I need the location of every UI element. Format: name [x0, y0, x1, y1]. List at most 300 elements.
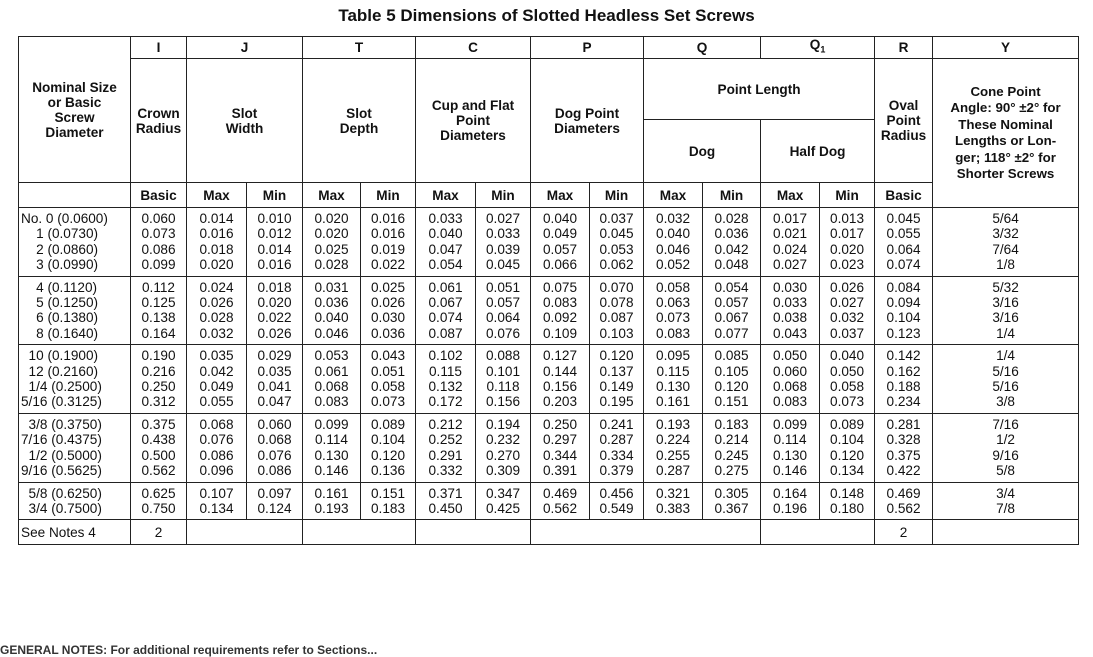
dimension-value: 0.105 — [714, 363, 749, 379]
nominal-size-value: 12 (0.2160) — [21, 363, 99, 379]
empty-cell — [933, 520, 1079, 545]
value-cell — [875, 482, 933, 520]
nominal-size-cell — [19, 413, 131, 482]
unit-min: Min — [820, 183, 875, 208]
dimension-value: 0.073 — [830, 394, 865, 410]
nominal-size-value: 1 (0.0730) — [21, 226, 99, 242]
dimension-value: 0.118 — [486, 379, 520, 395]
value-cell — [187, 413, 247, 482]
dimension-value: 0.073 — [141, 226, 176, 242]
dimension-value: 0.270 — [485, 447, 521, 463]
dimension-value: 0.051 — [485, 279, 521, 295]
dimension-value: 0.115 — [428, 363, 462, 379]
value-cell — [531, 276, 590, 345]
dimension-value: 0.104 — [830, 432, 865, 448]
dimension-value: 0.055 — [886, 226, 921, 242]
dimension-value: 0.305 — [714, 485, 749, 501]
dimension-value: 0.250 — [141, 379, 176, 395]
value-cell — [476, 345, 531, 414]
dimension-value: 0.371 — [428, 485, 463, 501]
value-cell — [761, 345, 820, 414]
empty-cell — [416, 520, 531, 545]
dimension-value: 0.425 — [485, 500, 521, 516]
dimension-value: 0.172 — [428, 394, 463, 410]
dimension-value: 0.136 — [370, 463, 406, 479]
dimension-value: 0.212 — [428, 416, 463, 432]
dimension-value: 0.241 — [599, 416, 634, 432]
dimension-value: 0.469 — [886, 485, 921, 501]
value-cell — [875, 276, 933, 345]
dimension-value: 0.045 — [485, 257, 521, 273]
dimension-value: 0.057 — [714, 295, 749, 311]
dimension-value: 0.164 — [141, 325, 176, 341]
dimension-value: 0.224 — [656, 432, 691, 448]
nominal-size-value: 5 (0.1250) — [21, 295, 99, 311]
dimension-value: 0.053 — [314, 348, 349, 364]
dimension-value: 0.060 — [141, 211, 176, 226]
dimension-value: 0.161 — [656, 394, 691, 410]
dimension-value: 0.025 — [370, 279, 406, 295]
value-cell — [416, 208, 476, 277]
dimension-value: 0.085 — [714, 348, 749, 364]
notes-row — [19, 520, 1079, 545]
dimension-value: 0.281 — [886, 416, 921, 432]
nominal-size-cell — [19, 208, 131, 277]
dimension-value: 0.562 — [141, 463, 176, 479]
value-cell — [531, 208, 590, 277]
dimension-value: 1/4 — [996, 348, 1015, 364]
dimension-value: 0.087 — [428, 325, 463, 341]
dimension-value: 0.062 — [599, 257, 634, 273]
dimension-value: 0.102 — [428, 348, 463, 364]
dimension-value: 0.214 — [714, 432, 749, 448]
dimension-value: 0.120 — [714, 379, 749, 395]
dog-header: Dog — [644, 120, 761, 183]
unit-min: Min — [703, 183, 761, 208]
value-cell — [703, 413, 761, 482]
unit-max: Max — [303, 183, 361, 208]
dimension-value: 0.042 — [199, 363, 234, 379]
dimension-value: 0.151 — [370, 485, 406, 501]
value-cell — [703, 345, 761, 414]
dimension-value: 0.073 — [656, 310, 691, 326]
dimension-value: 0.084 — [886, 279, 921, 295]
dimension-value: 0.750 — [141, 500, 176, 516]
dimension-value: 0.026 — [257, 325, 292, 341]
dimension-value: 0.052 — [656, 257, 691, 273]
unit-max: Max — [187, 183, 247, 208]
dimension-value: 0.020 — [257, 295, 292, 311]
dimension-value: 0.255 — [656, 447, 691, 463]
value-cell — [590, 276, 644, 345]
dimension-value: 0.040 — [830, 348, 865, 364]
value-cell — [703, 482, 761, 520]
dimension-value: 0.086 — [141, 241, 176, 257]
dimension-value: 0.099 — [773, 416, 808, 432]
dimension-value: 0.022 — [257, 310, 292, 326]
value-cell — [187, 345, 247, 414]
dimension-value: 0.083 — [314, 394, 349, 410]
dimension-value: 0.037 — [599, 211, 634, 226]
value-cell — [303, 345, 361, 414]
value-cell — [131, 345, 187, 414]
dimension-value: 0.075 — [543, 279, 578, 295]
dimension-value: 0.146 — [314, 463, 349, 479]
table-row-group — [19, 208, 1079, 277]
value-cell — [247, 276, 303, 345]
value-cell — [933, 413, 1079, 482]
nominal-size-value: 3/8 (0.3750) — [21, 416, 102, 432]
dimension-value: 0.073 — [370, 394, 406, 410]
dimension-value: 0.245 — [714, 447, 749, 463]
value-cell — [247, 345, 303, 414]
dimension-value: 0.086 — [199, 447, 234, 463]
nominal-size-value: 7/16 (0.4375) — [21, 432, 102, 448]
dimension-value: 0.562 — [886, 500, 921, 516]
dimension-value: 0.078 — [599, 295, 634, 311]
dimension-value: 0.142 — [886, 348, 921, 364]
value-cell — [303, 276, 361, 345]
nominal-size-cell — [19, 345, 131, 414]
dimension-value: 0.064 — [886, 241, 921, 257]
dimension-value: 0.134 — [199, 500, 234, 516]
value-cell — [131, 482, 187, 520]
unit-basic: Basic — [875, 183, 933, 208]
dimension-value: 0.104 — [886, 310, 921, 326]
dimension-value: 0.040 — [314, 310, 349, 326]
dimension-value: 0.024 — [199, 279, 234, 295]
dimension-value: 0.053 — [599, 241, 634, 257]
empty-cell — [187, 520, 303, 545]
dimension-value: 0.127 — [543, 348, 578, 364]
value-cell — [131, 276, 187, 345]
dimension-value: 0.309 — [485, 463, 521, 479]
dimension-value: 7/64 — [992, 241, 1019, 257]
dimension-value: 0.109 — [543, 325, 578, 341]
slot-depth-header: Slot Depth — [303, 59, 416, 183]
value-cell — [303, 413, 361, 482]
dimension-value: 0.030 — [773, 279, 808, 295]
value-cell — [820, 413, 875, 482]
value-cell — [761, 413, 820, 482]
dimension-value: 0.028 — [314, 257, 349, 273]
value-cell — [820, 276, 875, 345]
dimension-value: 0.012 — [257, 226, 292, 242]
notes-crown: 2 — [131, 520, 187, 545]
value-cell — [875, 345, 933, 414]
col-letter-q1: $Q_1$ — [761, 37, 875, 59]
value-cell — [187, 482, 247, 520]
dimension-value: 0.114 — [773, 432, 807, 448]
dimension-value: 0.020 — [314, 211, 349, 226]
value-cell — [820, 345, 875, 414]
value-cell — [476, 208, 531, 277]
col-letter-r: R — [875, 37, 933, 59]
dimension-value: 0.026 — [199, 295, 234, 311]
dimension-value: 0.014 — [199, 211, 234, 226]
dimension-value: 0.045 — [886, 211, 921, 226]
dimension-value: 0.026 — [830, 279, 865, 295]
dimension-value: 0.115 — [656, 363, 690, 379]
dimension-value: 9/16 — [992, 447, 1019, 463]
unit-min: Min — [590, 183, 644, 208]
value-cell — [303, 482, 361, 520]
col-letter-y: Y — [933, 37, 1079, 59]
value-cell — [644, 413, 703, 482]
dog-point-header: Dog Point Diameters — [531, 59, 644, 183]
value-cell — [416, 482, 476, 520]
unit-min: Min — [476, 183, 531, 208]
dimension-value: 0.328 — [886, 432, 921, 448]
nominal-size-value: 9/16 (0.5625) — [21, 463, 102, 479]
dimension-value: 0.123 — [886, 325, 921, 341]
dimension-value: 0.027 — [773, 257, 808, 273]
dimension-value: 0.068 — [314, 379, 349, 395]
dimension-value: 0.032 — [830, 310, 865, 326]
dimension-value: 0.114 — [314, 432, 348, 448]
dimension-value: 0.149 — [599, 379, 634, 395]
value-cell — [875, 208, 933, 277]
dimension-value: 0.234 — [886, 394, 921, 410]
dimension-value: 0.038 — [773, 310, 808, 326]
dimension-value: 0.049 — [543, 226, 578, 242]
dimension-value: 0.035 — [199, 348, 234, 364]
dimension-value: 0.162 — [886, 363, 921, 379]
dimension-value: 0.068 — [199, 416, 234, 432]
dimension-value: 0.144 — [543, 363, 578, 379]
value-cell — [416, 345, 476, 414]
dimension-value: 0.383 — [656, 500, 691, 516]
dimension-value: 0.028 — [714, 211, 749, 226]
dimension-value: 0.035 — [257, 363, 292, 379]
dimension-value: 0.194 — [485, 416, 521, 432]
dimension-value: 0.137 — [599, 363, 634, 379]
value-cell — [933, 276, 1079, 345]
nominal-size-value: No. 0 (0.0600) — [21, 211, 108, 226]
value-cell — [361, 345, 416, 414]
dimension-value: 0.063 — [656, 295, 691, 311]
dimension-value: 0.067 — [428, 295, 463, 311]
nominal-size-value: 1/4 (0.2500) — [21, 379, 102, 395]
dimension-value: 0.067 — [714, 310, 749, 326]
value-cell — [416, 276, 476, 345]
dimension-value: 0.058 — [830, 379, 865, 395]
value-cell — [476, 276, 531, 345]
dimension-value: 0.058 — [656, 279, 691, 295]
dimension-value: 0.040 — [428, 226, 463, 242]
dimension-value: 0.027 — [485, 211, 521, 226]
value-cell — [644, 208, 703, 277]
dimension-value: 0.036 — [314, 295, 349, 311]
dimension-value: 0.083 — [656, 325, 691, 341]
value-cell — [247, 208, 303, 277]
dimension-value: 0.039 — [485, 241, 521, 257]
dimension-value: 0.190 — [141, 348, 176, 364]
value-cell — [187, 276, 247, 345]
dimension-value: 0.450 — [428, 500, 463, 516]
value-cell — [247, 413, 303, 482]
dimension-value: 0.013 — [830, 211, 865, 226]
dimension-value: 0.101 — [485, 363, 521, 379]
dimension-value: 0.456 — [599, 485, 634, 501]
dimension-value: 0.161 — [314, 485, 349, 501]
dimension-value: 0.042 — [714, 241, 749, 257]
dimension-value: 0.040 — [543, 211, 578, 226]
value-cell — [361, 276, 416, 345]
nominal-size-value: 10 (0.1900) — [21, 348, 99, 364]
value-cell — [590, 482, 644, 520]
dimension-value: 0.019 — [370, 241, 406, 257]
dimension-value: 0.104 — [370, 432, 406, 448]
value-cell — [361, 208, 416, 277]
dimension-value: 0.297 — [543, 432, 578, 448]
value-cell — [590, 345, 644, 414]
general-notes: GENERAL NOTES: For additional requirements refer to Sections... — [0, 643, 378, 657]
dimension-value: 0.068 — [257, 432, 292, 448]
dimension-value: 0.099 — [141, 257, 176, 273]
dimension-value: 3/4 — [996, 485, 1015, 501]
crown-radius-header: Crown Radius — [131, 59, 187, 183]
value-cell — [361, 482, 416, 520]
dimension-value: 0.099 — [314, 416, 349, 432]
dimension-value: 0.138 — [141, 310, 176, 326]
dimension-value: 0.103 — [599, 325, 634, 341]
value-cell — [875, 413, 933, 482]
dimension-value: 0.064 — [485, 310, 521, 326]
dimension-value: 0.375 — [886, 447, 921, 463]
dimension-value: 0.016 — [199, 226, 234, 242]
dimension-value: 0.422 — [886, 463, 921, 479]
notes-label: See Notes 4 — [19, 520, 131, 545]
dimension-value: 0.045 — [599, 226, 634, 242]
dimension-value: 7/16 — [992, 416, 1019, 432]
value-cell — [303, 208, 361, 277]
dimension-value: 0.097 — [257, 485, 292, 501]
nominal-size-cell — [19, 482, 131, 520]
dimension-value: 0.088 — [485, 348, 521, 364]
value-cell — [361, 413, 416, 482]
dimension-value: 0.024 — [773, 241, 808, 257]
dimension-value: 0.033 — [428, 211, 463, 226]
dimension-value: 0.089 — [830, 416, 865, 432]
dimension-value: 0.193 — [656, 416, 691, 432]
dimension-value: 0.010 — [257, 211, 292, 226]
col-letter-j: J — [187, 37, 303, 59]
slot-width-header: Slot Width — [187, 59, 303, 183]
dimension-value: 0.032 — [199, 325, 234, 341]
dimension-value: 0.321 — [656, 485, 691, 501]
dimension-value: 0.375 — [141, 416, 176, 432]
empty-cell — [531, 520, 761, 545]
dimension-value: 0.500 — [141, 447, 176, 463]
dimension-value: 0.347 — [485, 485, 521, 501]
dimension-value: 0.087 — [599, 310, 634, 326]
col-letter-p: P — [531, 37, 644, 59]
dimension-value: 0.146 — [773, 463, 808, 479]
dimension-value: 0.048 — [714, 257, 749, 273]
nominal-size-value: 5/16 (0.3125) — [21, 394, 102, 410]
dimension-value: 0.334 — [599, 447, 634, 463]
dimension-value: 0.183 — [714, 416, 749, 432]
value-cell — [531, 345, 590, 414]
table-row-group — [19, 345, 1079, 414]
nominal-size-value: 2 (0.0860) — [21, 241, 99, 257]
dimension-value: 0.107 — [199, 485, 234, 501]
dimensions-table — [18, 36, 1079, 545]
col-letter-i: I — [131, 37, 187, 59]
dimension-value: 0.076 — [199, 432, 234, 448]
dimension-value: 0.095 — [656, 348, 691, 364]
dimension-value: 0.066 — [543, 257, 578, 273]
dimension-value: 0.016 — [257, 257, 292, 273]
dimension-value: 0.046 — [314, 325, 349, 341]
value-cell — [761, 482, 820, 520]
dimension-value: 0.120 — [370, 447, 406, 463]
dimension-value: 0.112 — [141, 279, 175, 295]
dimension-value: 0.060 — [257, 416, 292, 432]
dimension-value: 0.050 — [773, 348, 808, 364]
value-cell — [476, 413, 531, 482]
nominal-size-header: Nominal Size or Basic Screw Diameter — [19, 37, 131, 183]
value-cell — [644, 482, 703, 520]
empty-cell — [761, 520, 875, 545]
dimension-value: 0.549 — [599, 500, 634, 516]
dimension-value: 0.232 — [485, 432, 521, 448]
dimension-value: 0.312 — [141, 394, 176, 410]
dimension-value: 0.188 — [886, 379, 921, 395]
nominal-size-value: 1/2 (0.5000) — [21, 447, 102, 463]
dimension-value: 0.193 — [314, 500, 349, 516]
dimension-value: 0.164 — [773, 485, 808, 501]
dimension-value: 0.027 — [830, 295, 865, 311]
dimension-value: 5/32 — [992, 279, 1019, 295]
value-cell — [590, 208, 644, 277]
dimension-value: 0.074 — [886, 257, 921, 273]
value-cell — [644, 276, 703, 345]
col-letter-t: T — [303, 37, 416, 59]
dimension-value: 0.216 — [141, 363, 176, 379]
col-letter-q: Q — [644, 37, 761, 59]
dimension-value: 0.083 — [773, 394, 808, 410]
dimension-value: 0.060 — [773, 363, 808, 379]
dimension-value: 0.040 — [656, 226, 691, 242]
dimension-value: 3/16 — [992, 310, 1019, 326]
table-row-group — [19, 413, 1079, 482]
dimension-value: 0.036 — [714, 226, 749, 242]
dimension-value: 5/16 — [992, 379, 1019, 395]
dimension-value: 0.021 — [773, 226, 808, 242]
dimension-value: 0.125 — [141, 295, 176, 311]
dimension-value: 0.061 — [428, 279, 463, 295]
value-cell — [820, 482, 875, 520]
dimension-value: 0.037 — [830, 325, 865, 341]
dimension-value: 0.089 — [370, 416, 406, 432]
dimension-value: 0.057 — [543, 241, 578, 257]
value-cell — [247, 482, 303, 520]
nominal-size-value: 8 (0.1640) — [21, 325, 99, 341]
dimension-value: 0.086 — [257, 463, 292, 479]
notes-oval: 2 — [875, 520, 933, 545]
dimension-value: 0.043 — [370, 348, 406, 364]
dimension-value: 0.047 — [257, 394, 292, 410]
dimension-value: 5/8 — [996, 463, 1015, 479]
dimension-value: 0.287 — [656, 463, 691, 479]
dimension-value: 0.132 — [428, 379, 463, 395]
dimension-value: 0.047 — [428, 241, 463, 257]
dimension-value: 0.016 — [370, 211, 406, 226]
dimension-value: 0.156 — [543, 379, 578, 395]
value-cell — [820, 208, 875, 277]
